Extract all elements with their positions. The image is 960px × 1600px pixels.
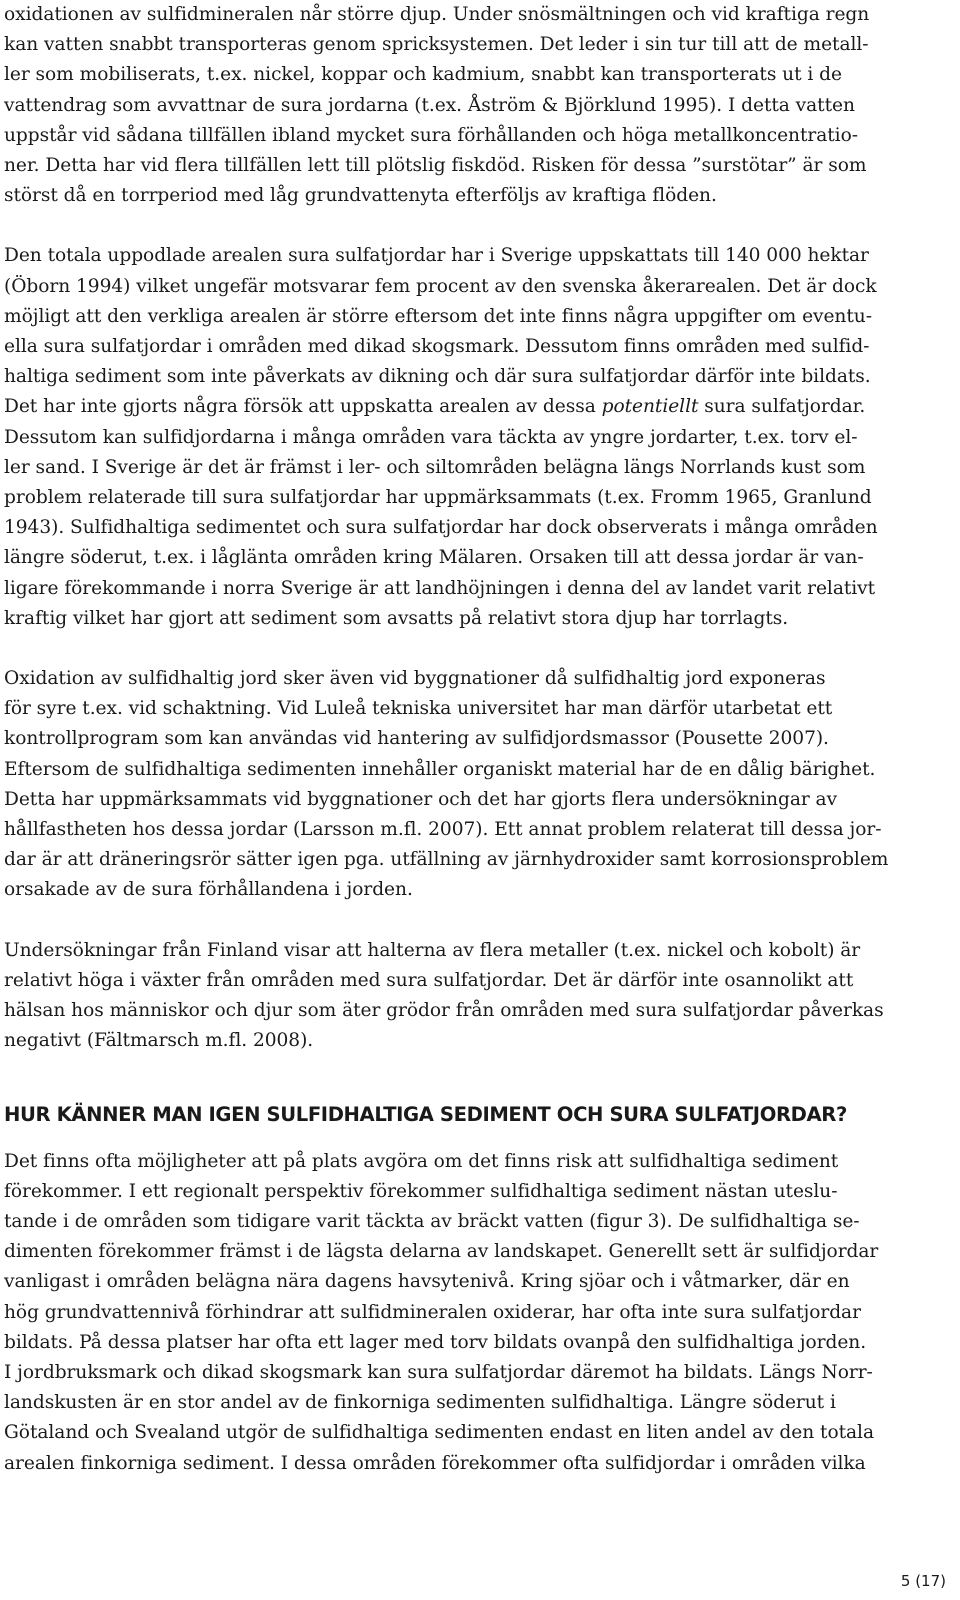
- text-line: längre söderut, t.ex. i låglänta områden kring Mälaren. Orsaken till att dessa jordar är van-: [4, 547, 864, 569]
- text-line: Undersökningar från Finland visar att halterna av flera metaller (t.ex. nickel och kobolt) är: [4, 939, 861, 961]
- text-line: 1943). Sulfidhaltiga sedimentet och sura sulfatjordar har dock observerats i många områden: [4, 517, 878, 539]
- text-line: I jordbruksmark och dikad skogsmark kan sura sulfatjordar däremot ha bildats. Längs Norr-: [4, 1361, 873, 1383]
- text-line: (Öborn 1994) vilket ungefär motsvarar fem procent av den svenska åkerarealen. Det är dock: [4, 275, 877, 297]
- paragraph-gap: [4, 634, 950, 664]
- paragraph-byggnationer: [4, 664, 950, 906]
- section-heading: HUR KÄNNER MAN IGEN SULFIDHALTIGA SEDIMENT OCH SURA SULFATJORDAR?: [4, 1102, 847, 1126]
- text-line: dimenten förekommer främst i de lägsta delarna av landskapet. Generellt sett är sulfidjordar: [4, 1241, 879, 1263]
- page-number: 5 (17): [900, 1572, 946, 1590]
- paragraph-surstotar: [4, 0, 950, 211]
- paragraph-areal: [4, 241, 950, 634]
- emphasized-word: potentiellt: [601, 396, 699, 418]
- text-line: ella sura sulfatjordar i områden med dikad skogsmark. Dessutom finns områden med sulfid-: [4, 336, 870, 358]
- paragraph-finland: [4, 936, 950, 1057]
- text-line-with-italic: Det har inte gjorts några försök att uppskatta arealen av dessa potentiellt sura sulfatjordar.: [4, 396, 866, 418]
- text-line: uppstår vid sådana tillfällen ibland mycket sura förhållanden och höga metallkoncentratio-: [4, 124, 858, 146]
- text-line: vanligast i områden belägna nära dagens havsytenivå. Kring sjöar och i våtmarker, där en: [4, 1271, 850, 1293]
- text-line: tande i de områden som tidigare varit täckta av bräckt vatten (figur 3). De sulfidhaltiga se-: [4, 1210, 860, 1232]
- paragraph-kanna-igen: [4, 1147, 950, 1479]
- text-line: vattendrag som avvattnar de sura jordarna (t.ex. Åström & Björklund 1995). I detta vatten: [4, 94, 855, 116]
- document-page: [4, 0, 950, 1479]
- text-line: problem relaterade till sura sulfatjordar har uppmärksammats (t.ex. Fromm 1965, Granlund: [4, 487, 872, 509]
- paragraph-gap: [4, 211, 950, 241]
- text-line: oxidationen av sulfidmineralen når större djup. Under snösmältningen och vid kraftiga regn: [4, 4, 870, 25]
- text-line: hälsan hos människor och djur som äter grödor från områden med sura sulfatjordar påverkas: [4, 1000, 884, 1022]
- text-line: Dessutom kan sulfidjordarna i många områden vara täckta av yngre jordarter, t.ex. torv el-: [4, 426, 858, 448]
- text-line: Eftersom de sulfidhaltiga sedimenten innehåller organiskt material har de en dålig bärighet.: [4, 758, 876, 780]
- text-line: ler som mobiliserats, t.ex. nickel, koppar och kadmium, snabbt kan transporterats ut i de: [4, 64, 842, 86]
- text-line: orsakade av de sura förhållandena i jorden.: [4, 879, 413, 901]
- paragraph-gap: [4, 906, 950, 936]
- text-line: kraftig vilket har gjort att sediment som avsatts på relativt stora djup har torrlagts.: [4, 607, 789, 629]
- text-line: för syre t.ex. vid schaktning. Vid Luleå tekniska universitet har man därför utarbetat ett: [4, 698, 833, 720]
- text-line: ligare förekommande i norra Sverige är att landhöjningen i denna del av landet varit relativt: [4, 577, 876, 599]
- text-line: störst då en torrperiod med låg grundvattenyta efterföljs av kraftiga flöden.: [4, 185, 717, 207]
- text-line: möjligt att den verkliga arealen är större eftersom det inte finns några uppgifter om eventu-: [4, 305, 872, 327]
- text-line: bildats. På dessa platser har ofta ett lager med torv bildats ovanpå den sulfidhaltiga jorden.: [4, 1331, 867, 1353]
- text-line: haltiga sediment som inte påverkats av dikning och där sura sulfatjordar därför inte bildats.: [4, 366, 871, 388]
- text-line: Den totala uppodlade arealen sura sulfatjordar har i Sverige uppskattats till 140 000 hektar: [4, 245, 869, 267]
- text-line: relativt höga i växter från områden med sura sulfatjordar. Det är därför inte osannolikt att: [4, 969, 854, 991]
- text-line: kontrollprogram som kan användas vid hantering av sulfidjordsmassor (Pousette 2007).: [4, 728, 829, 750]
- text-line: kan vatten snabbt transporteras genom spricksystemen. Det leder i sin tur till att de metall-: [4, 34, 869, 56]
- text-line: hög grundvattennivå förhindrar att sulfidmineralen oxiderar, har ofta inte sura sulfatjordar: [4, 1301, 861, 1323]
- text-line: Det finns ofta möjligheter att på plats avgöra om det finns risk att sulfidhaltiga sediment: [4, 1150, 839, 1172]
- text-line: hållfastheten hos dessa jordar (Larsson m.fl. 2007). Ett annat problem relaterat till dessa jor-: [4, 819, 882, 841]
- section-gap: [4, 1057, 950, 1100]
- text-line: ler sand. I Sverige är det är främst i ler- och siltområden belägna längs Norrlands kust som: [4, 456, 866, 478]
- text-line: negativt (Fältmarsch m.fl. 2008).: [4, 1030, 314, 1052]
- text-line: landskusten är en stor andel av de finkorniga sedimenten sulfidhaltiga. Längre söderut i: [4, 1392, 836, 1414]
- text-line: Detta har uppmärksammats vid byggnationer och det har gjorts flera undersökningar av: [4, 788, 838, 810]
- text-line: dar är att dräneringsrör sätter igen pga. utfällning av järnhydroxider samt korrosionsproblem: [4, 849, 889, 871]
- text-line: arealen finkorniga sediment. I dessa områden förekommer ofta sulfidjordar i områden vilka: [4, 1452, 866, 1474]
- text-line: Götaland och Svealand utgör de sulfidhaltiga sedimenten endast en liten andel av den totala: [4, 1422, 874, 1444]
- text-line: förekommer. I ett regionalt perspektiv förekommer sulfidhaltiga sediment nästan uteslu-: [4, 1180, 838, 1202]
- text-line: Oxidation av sulfidhaltig jord sker även vid byggnationer då sulfidhaltig jord exponeras: [4, 668, 826, 690]
- text-line: ner. Detta har vid flera tillfällen lett till plötslig fiskdöd. Risken för dessa ”surstötar” är som: [4, 155, 867, 177]
- heading-gap: [4, 1130, 950, 1147]
